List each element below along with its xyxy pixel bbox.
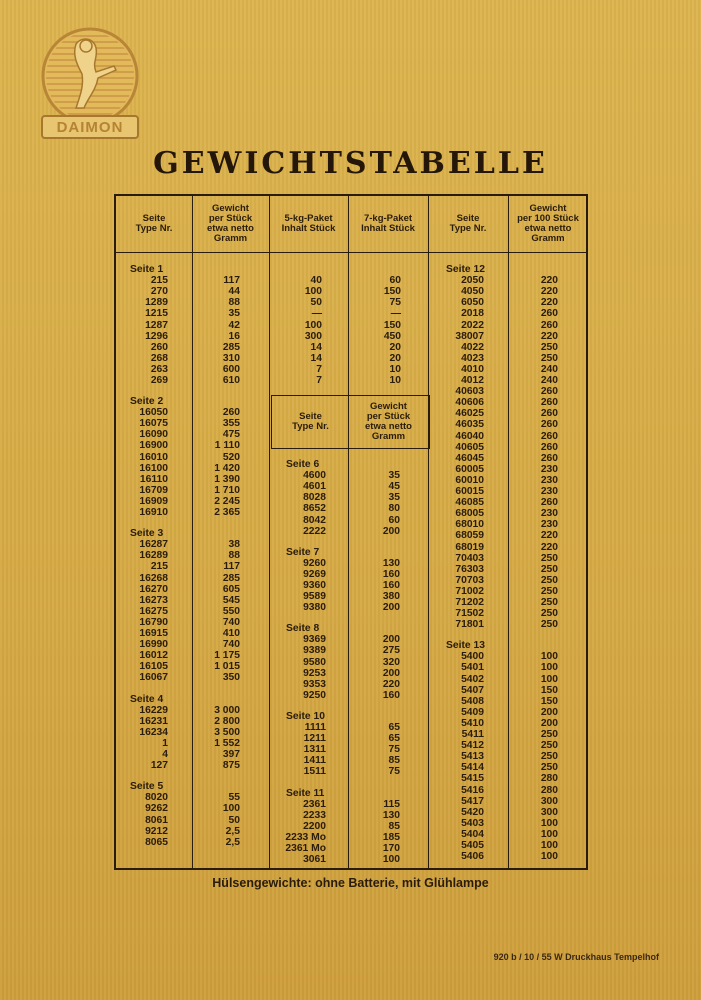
type-number: 5409 xyxy=(461,706,484,718)
type-number: 5405 xyxy=(461,840,484,852)
section-heading: Seite 12 xyxy=(446,264,485,275)
weight-value: 1 015 xyxy=(214,661,240,673)
type-number: 9580 xyxy=(303,656,326,668)
weight-value: 1 710 xyxy=(214,484,240,496)
type-number: 5402 xyxy=(461,673,484,685)
weight-value: 85 xyxy=(388,820,400,832)
type-number: 16105 xyxy=(139,661,168,673)
weight-value: 16 xyxy=(228,330,240,342)
type-number: 5411 xyxy=(461,729,484,741)
weight-value: 220 xyxy=(540,297,558,309)
weight-value: 220 xyxy=(540,530,558,542)
weight-value: 600 xyxy=(222,363,240,375)
weight-value: 130 xyxy=(382,809,400,821)
weight-value: 100 xyxy=(382,854,400,866)
type-number: 9250 xyxy=(303,689,326,701)
pack-7kg-value: 10 xyxy=(389,363,401,375)
type-number: 1511 xyxy=(303,766,326,778)
type-number: 46025 xyxy=(455,408,484,420)
weight-value: 260 xyxy=(540,319,558,331)
type-number: 8028 xyxy=(303,492,326,504)
type-number: 1211 xyxy=(303,733,326,745)
type-number: 5414 xyxy=(461,762,484,774)
weight-value: 250 xyxy=(540,352,558,364)
pack-7kg-value: 150 xyxy=(383,286,401,298)
type-number: 16990 xyxy=(139,639,168,651)
type-number: 2222 xyxy=(303,525,326,537)
type-number: 9353 xyxy=(303,678,326,690)
weight-value: 35 xyxy=(388,470,400,482)
type-number: 1111 xyxy=(304,722,326,734)
weight-value: 1 110 xyxy=(214,440,240,452)
weight-value: 150 xyxy=(540,684,558,696)
type-number: 9389 xyxy=(303,645,326,657)
type-number: 4601 xyxy=(303,481,326,493)
weight-value: 160 xyxy=(382,689,400,701)
weight-value: 740 xyxy=(222,616,240,628)
weight-value: 250 xyxy=(540,740,558,752)
type-number: 5415 xyxy=(461,773,484,785)
weight-value: 380 xyxy=(382,591,400,603)
weight-value: 285 xyxy=(222,341,240,353)
pack-7kg-value: 10 xyxy=(389,375,401,386)
type-number: 9253 xyxy=(303,667,326,679)
type-number: 2050 xyxy=(461,275,484,287)
weight-value: 55 xyxy=(228,792,240,804)
weight-value: 250 xyxy=(540,574,558,586)
pack-7kg-value: 60 xyxy=(389,275,401,287)
type-number: 16090 xyxy=(139,429,168,441)
type-number: 71801 xyxy=(455,619,484,631)
weight-value: 545 xyxy=(222,594,240,606)
type-number: 2018 xyxy=(461,308,484,320)
weight-table xyxy=(114,194,588,870)
type-number: 127 xyxy=(150,760,168,772)
type-number: 4012 xyxy=(461,375,484,386)
weight-value: 220 xyxy=(540,286,558,298)
type-number: 16915 xyxy=(139,628,168,640)
weight-value: 100 xyxy=(540,828,558,840)
inner-header-box xyxy=(271,395,430,449)
weight-value: 35 xyxy=(388,492,400,504)
header-5kg-paket: 5-kg-Paket Inhalt Stück xyxy=(281,213,336,234)
weight-value: 117 xyxy=(223,275,240,287)
type-number: 70403 xyxy=(455,552,484,564)
type-number: 46035 xyxy=(455,419,484,431)
type-number: 1311 xyxy=(303,744,326,756)
weight-value: 88 xyxy=(228,297,240,309)
weight-value: 130 xyxy=(382,557,400,569)
weight-value: 200 xyxy=(382,667,400,679)
type-number: 8065 xyxy=(145,836,168,848)
weight-value: 550 xyxy=(222,605,240,617)
type-number: 2361 Mo xyxy=(285,843,326,855)
weight-value: 2 245 xyxy=(214,495,240,507)
weight-value: 260 xyxy=(540,497,558,509)
pack-7kg-value: — xyxy=(390,308,401,320)
type-number: 38007 xyxy=(455,330,484,342)
weight-value: 35 xyxy=(228,308,240,320)
type-number: 8042 xyxy=(303,514,326,526)
weight-value: 475 xyxy=(222,429,240,441)
pack-7kg-value: 75 xyxy=(389,297,401,309)
weight-value: 100 xyxy=(222,803,240,815)
section-heading: Seite 11 xyxy=(286,787,325,799)
weight-value: 240 xyxy=(540,375,558,386)
type-number: 16270 xyxy=(139,583,168,595)
weight-value: 260 xyxy=(540,408,558,420)
weight-value: 200 xyxy=(540,717,558,729)
type-number: 16050 xyxy=(139,407,168,419)
weight-value: 300 xyxy=(540,806,558,818)
type-number: 5401 xyxy=(461,662,484,674)
type-number: 5407 xyxy=(461,684,484,696)
type-number: 5403 xyxy=(461,817,484,829)
pack-7kg-value: 20 xyxy=(389,352,401,364)
type-number: 16067 xyxy=(139,672,168,684)
weight-value: 100 xyxy=(540,817,558,829)
type-number: 4050 xyxy=(461,286,484,298)
weight-value: 38 xyxy=(228,539,240,551)
type-number: 5404 xyxy=(461,828,484,840)
type-number: 9212 xyxy=(145,825,168,837)
type-number: 16100 xyxy=(139,462,168,474)
weight-value: 1 390 xyxy=(214,473,240,485)
type-number: 4022 xyxy=(461,341,484,353)
weight-value: 230 xyxy=(540,463,558,475)
type-number: 76303 xyxy=(455,563,484,575)
type-number: 1289 xyxy=(145,297,168,309)
pack-5kg-value: 7 xyxy=(316,375,322,386)
weight-value: 240 xyxy=(540,363,558,375)
type-number: 9380 xyxy=(303,602,326,614)
weight-value: 220 xyxy=(540,275,558,287)
weight-value: 220 xyxy=(382,678,400,690)
type-number: 1296 xyxy=(145,330,168,342)
type-number: 16900 xyxy=(139,440,168,452)
type-number: 9260 xyxy=(303,557,326,569)
type-number: 260 xyxy=(150,341,168,353)
weight-value: 320 xyxy=(382,656,400,668)
weight-value: 117 xyxy=(223,561,240,573)
weight-value: 100 xyxy=(540,851,558,863)
weight-value: 100 xyxy=(540,651,558,663)
pack-5kg-value: 7 xyxy=(316,363,322,375)
type-number: 5412 xyxy=(461,740,484,752)
weight-value: 740 xyxy=(222,639,240,651)
weight-value: 260 xyxy=(222,407,240,419)
pack-5kg-value: 100 xyxy=(304,286,322,298)
weight-value: 3 000 xyxy=(214,704,240,716)
weight-value: 1 175 xyxy=(214,650,240,662)
type-number: 68019 xyxy=(455,541,484,553)
weight-value: 355 xyxy=(222,418,240,430)
type-number: 60010 xyxy=(455,474,484,486)
type-number: 9360 xyxy=(303,579,326,591)
type-number: 71502 xyxy=(455,608,484,620)
weight-value: 250 xyxy=(540,585,558,597)
weight-value: 200 xyxy=(382,525,400,537)
type-number: 2022 xyxy=(461,319,484,331)
weight-value: 280 xyxy=(540,773,558,785)
weight-value: 230 xyxy=(540,508,558,520)
section-heading: Seite 4 xyxy=(130,693,164,705)
weight-value: 310 xyxy=(222,352,240,364)
weight-value: 3 500 xyxy=(214,726,240,738)
pack-7kg-value: 20 xyxy=(389,341,401,353)
type-number: 71202 xyxy=(455,597,484,608)
weight-value: 88 xyxy=(228,550,240,562)
type-number: 1215 xyxy=(145,308,168,320)
weight-value: 42 xyxy=(228,319,240,331)
pack-5kg-value: 14 xyxy=(310,341,322,353)
section-heading: Seite 10 xyxy=(286,710,325,722)
type-number: 68010 xyxy=(455,519,484,531)
weight-value: 260 xyxy=(540,441,558,453)
weight-value: 250 xyxy=(540,729,558,741)
section-heading: Seite 8 xyxy=(286,623,320,635)
weight-value: 150 xyxy=(540,695,558,707)
weight-value: 605 xyxy=(222,583,240,595)
weight-value: 45 xyxy=(388,481,400,493)
type-number: 2233 Mo xyxy=(285,831,326,843)
weight-value: 250 xyxy=(540,608,558,620)
type-number: 40606 xyxy=(455,397,484,409)
section-heading: Seite 6 xyxy=(286,459,320,470)
section-heading: Seite 7 xyxy=(286,546,320,558)
weight-value: 200 xyxy=(540,706,558,718)
weight-value: 185 xyxy=(382,831,400,843)
weight-value: 2,5 xyxy=(225,825,240,837)
weight-value: 44 xyxy=(228,286,240,298)
type-number: 16268 xyxy=(139,572,168,584)
inner-header-seite-type: Seite Type Nr. xyxy=(292,410,329,432)
type-number: 2361 xyxy=(303,798,326,810)
type-number: 5420 xyxy=(461,806,484,818)
weight-value: 610 xyxy=(222,375,240,386)
inner-header-gewicht: Gewicht per Stück etwa netto Gramm xyxy=(365,400,412,442)
type-number: 5400 xyxy=(461,651,484,663)
section-heading: Seite 13 xyxy=(446,640,485,652)
weight-value: 250 xyxy=(540,552,558,564)
type-number: 16010 xyxy=(139,451,168,463)
type-number: 16229 xyxy=(139,704,168,716)
type-number: 40605 xyxy=(455,441,484,453)
type-number: 68059 xyxy=(455,530,484,542)
type-number: 4023 xyxy=(461,352,484,364)
section-heading: Seite 2 xyxy=(130,396,164,408)
type-number: 3061 xyxy=(303,854,326,866)
weight-value: 170 xyxy=(382,843,400,855)
pack-5kg-value: 14 xyxy=(310,352,322,364)
type-number: 270 xyxy=(150,286,168,298)
type-number: 60005 xyxy=(455,463,484,475)
weight-value: 250 xyxy=(540,762,558,774)
weight-value: 300 xyxy=(540,795,558,807)
weight-value: 260 xyxy=(540,386,558,398)
type-number: 16790 xyxy=(139,616,168,628)
type-number: 5417 xyxy=(461,795,484,807)
type-number: 16275 xyxy=(139,605,168,617)
type-number: 2233 xyxy=(303,809,326,821)
weight-value: 85 xyxy=(388,755,400,767)
weight-value: 230 xyxy=(540,486,558,497)
weight-value: 250 xyxy=(540,341,558,353)
weight-value: 350 xyxy=(222,672,240,684)
weight-value: 50 xyxy=(228,814,240,826)
type-number: 4010 xyxy=(461,363,484,375)
weight-value: 875 xyxy=(222,760,240,772)
header-seite-type: Seite Type Nr. xyxy=(135,213,173,234)
weight-value: 260 xyxy=(540,419,558,431)
weight-value: 2 800 xyxy=(214,715,240,727)
pack-5kg-value: 300 xyxy=(304,330,322,342)
weight-value: 397 xyxy=(222,749,240,761)
type-number: 1287 xyxy=(145,319,168,331)
section-heading: Seite 3 xyxy=(130,528,164,540)
page-title: GEWICHTSTABELLE xyxy=(153,146,548,181)
pack-5kg-value: 40 xyxy=(310,275,322,287)
type-number: 4 xyxy=(162,749,168,761)
weight-value: 65 xyxy=(388,722,400,734)
weight-value: 75 xyxy=(388,744,400,756)
footnote: Hülsengewichte: ohne Batterie, mit Glühlampe xyxy=(212,876,489,890)
header-seite-type-right: Seite Type Nr. xyxy=(449,213,487,234)
weight-value: 250 xyxy=(540,597,558,608)
weight-value: 100 xyxy=(540,840,558,852)
pack-5kg-value: 50 xyxy=(310,297,322,309)
weight-value: 260 xyxy=(540,308,558,320)
type-number: 16287 xyxy=(139,539,168,551)
type-number: 46040 xyxy=(455,430,484,442)
type-number: 16012 xyxy=(139,650,168,662)
type-number: 263 xyxy=(150,363,168,375)
type-number: 215 xyxy=(150,275,168,287)
type-number: 16289 xyxy=(139,550,168,562)
header-7kg-paket: 7-kg-Paket Inhalt Stück xyxy=(361,213,415,234)
type-number: 4600 xyxy=(303,470,326,482)
weight-value: 230 xyxy=(540,474,558,486)
type-number: 1411 xyxy=(303,755,326,767)
weight-value: 410 xyxy=(222,628,240,640)
weight-value: 2,5 xyxy=(225,836,240,848)
weight-value: 2 365 xyxy=(214,507,240,519)
weight-value: 260 xyxy=(540,397,558,409)
type-number: 9589 xyxy=(303,591,326,603)
weight-value: 275 xyxy=(382,645,400,657)
weight-value: 160 xyxy=(382,568,400,580)
weight-value: 250 xyxy=(540,619,558,631)
weight-value: 200 xyxy=(382,634,400,646)
type-number: 2200 xyxy=(303,820,326,832)
weight-value: 260 xyxy=(540,430,558,442)
type-number: 1 xyxy=(162,737,168,749)
weight-value: 250 xyxy=(540,751,558,763)
type-number: 5408 xyxy=(461,695,484,707)
type-number: 46045 xyxy=(455,452,484,464)
weight-value: 100 xyxy=(540,662,558,674)
type-number: 269 xyxy=(150,375,168,386)
type-number: 16909 xyxy=(139,495,168,507)
type-number: 16231 xyxy=(139,715,168,727)
daimon-logo xyxy=(36,22,144,152)
pack-5kg-value: — xyxy=(311,308,322,320)
section-heading: Seite 5 xyxy=(130,781,164,793)
type-number: 16910 xyxy=(139,507,168,519)
type-number: 70703 xyxy=(455,574,484,586)
type-number: 8652 xyxy=(303,503,326,515)
type-number: 9262 xyxy=(145,803,168,815)
type-number: 5416 xyxy=(461,784,484,796)
type-number: 8061 xyxy=(145,814,168,826)
type-number: 68005 xyxy=(455,508,484,520)
type-number: 215 xyxy=(150,561,168,573)
weight-value: 280 xyxy=(540,784,558,796)
type-number: 5413 xyxy=(461,751,484,763)
svg-text:DAIMON: DAIMON xyxy=(56,119,124,136)
header-gewicht-stueck: Gewicht per Stück etwa netto Gramm xyxy=(207,203,254,244)
type-number: 16110 xyxy=(139,473,168,485)
weight-value: 100 xyxy=(540,673,558,685)
type-number: 9369 xyxy=(303,634,326,646)
weight-value: 1 552 xyxy=(214,737,240,749)
weight-value: 200 xyxy=(382,602,400,614)
header-gewicht-100-stueck: Gewicht per 100 Stück etwa netto Gramm xyxy=(517,203,579,244)
type-number: 6050 xyxy=(461,297,484,309)
weight-value: 220 xyxy=(540,330,558,342)
pack-7kg-value: 450 xyxy=(383,330,401,342)
weight-value: 230 xyxy=(540,519,558,531)
section-heading: Seite 1 xyxy=(130,264,164,275)
weight-value: 60 xyxy=(388,514,400,526)
weight-value: 115 xyxy=(383,798,400,810)
weight-value: 80 xyxy=(388,503,400,515)
weight-value: 285 xyxy=(222,572,240,584)
type-number: 16273 xyxy=(139,594,168,606)
type-number: 268 xyxy=(150,352,168,364)
type-number: 46085 xyxy=(455,497,484,509)
type-number: 8020 xyxy=(145,792,168,804)
type-number: 5410 xyxy=(461,717,484,729)
weight-value: 260 xyxy=(540,452,558,464)
type-number: 9269 xyxy=(303,568,326,580)
type-number: 60015 xyxy=(455,486,484,497)
weight-value: 250 xyxy=(540,563,558,575)
pack-7kg-value: 150 xyxy=(383,319,401,331)
type-number: 40603 xyxy=(455,386,484,398)
weight-value: 520 xyxy=(222,451,240,463)
type-number: 5406 xyxy=(461,851,484,863)
type-number: 16709 xyxy=(139,484,168,496)
weight-value: 65 xyxy=(388,733,400,745)
type-number: 16234 xyxy=(139,726,168,738)
type-number: 16075 xyxy=(139,418,168,430)
weight-value: 75 xyxy=(388,766,400,778)
weight-value: 160 xyxy=(382,579,400,591)
pack-5kg-value: 100 xyxy=(304,319,322,331)
printer-note: 920 b / 10 / 55 W Druckhaus Tempelhof xyxy=(493,952,659,962)
weight-value: 220 xyxy=(540,541,558,553)
type-number: 71002 xyxy=(455,585,484,597)
weight-value: 1 420 xyxy=(214,462,240,474)
